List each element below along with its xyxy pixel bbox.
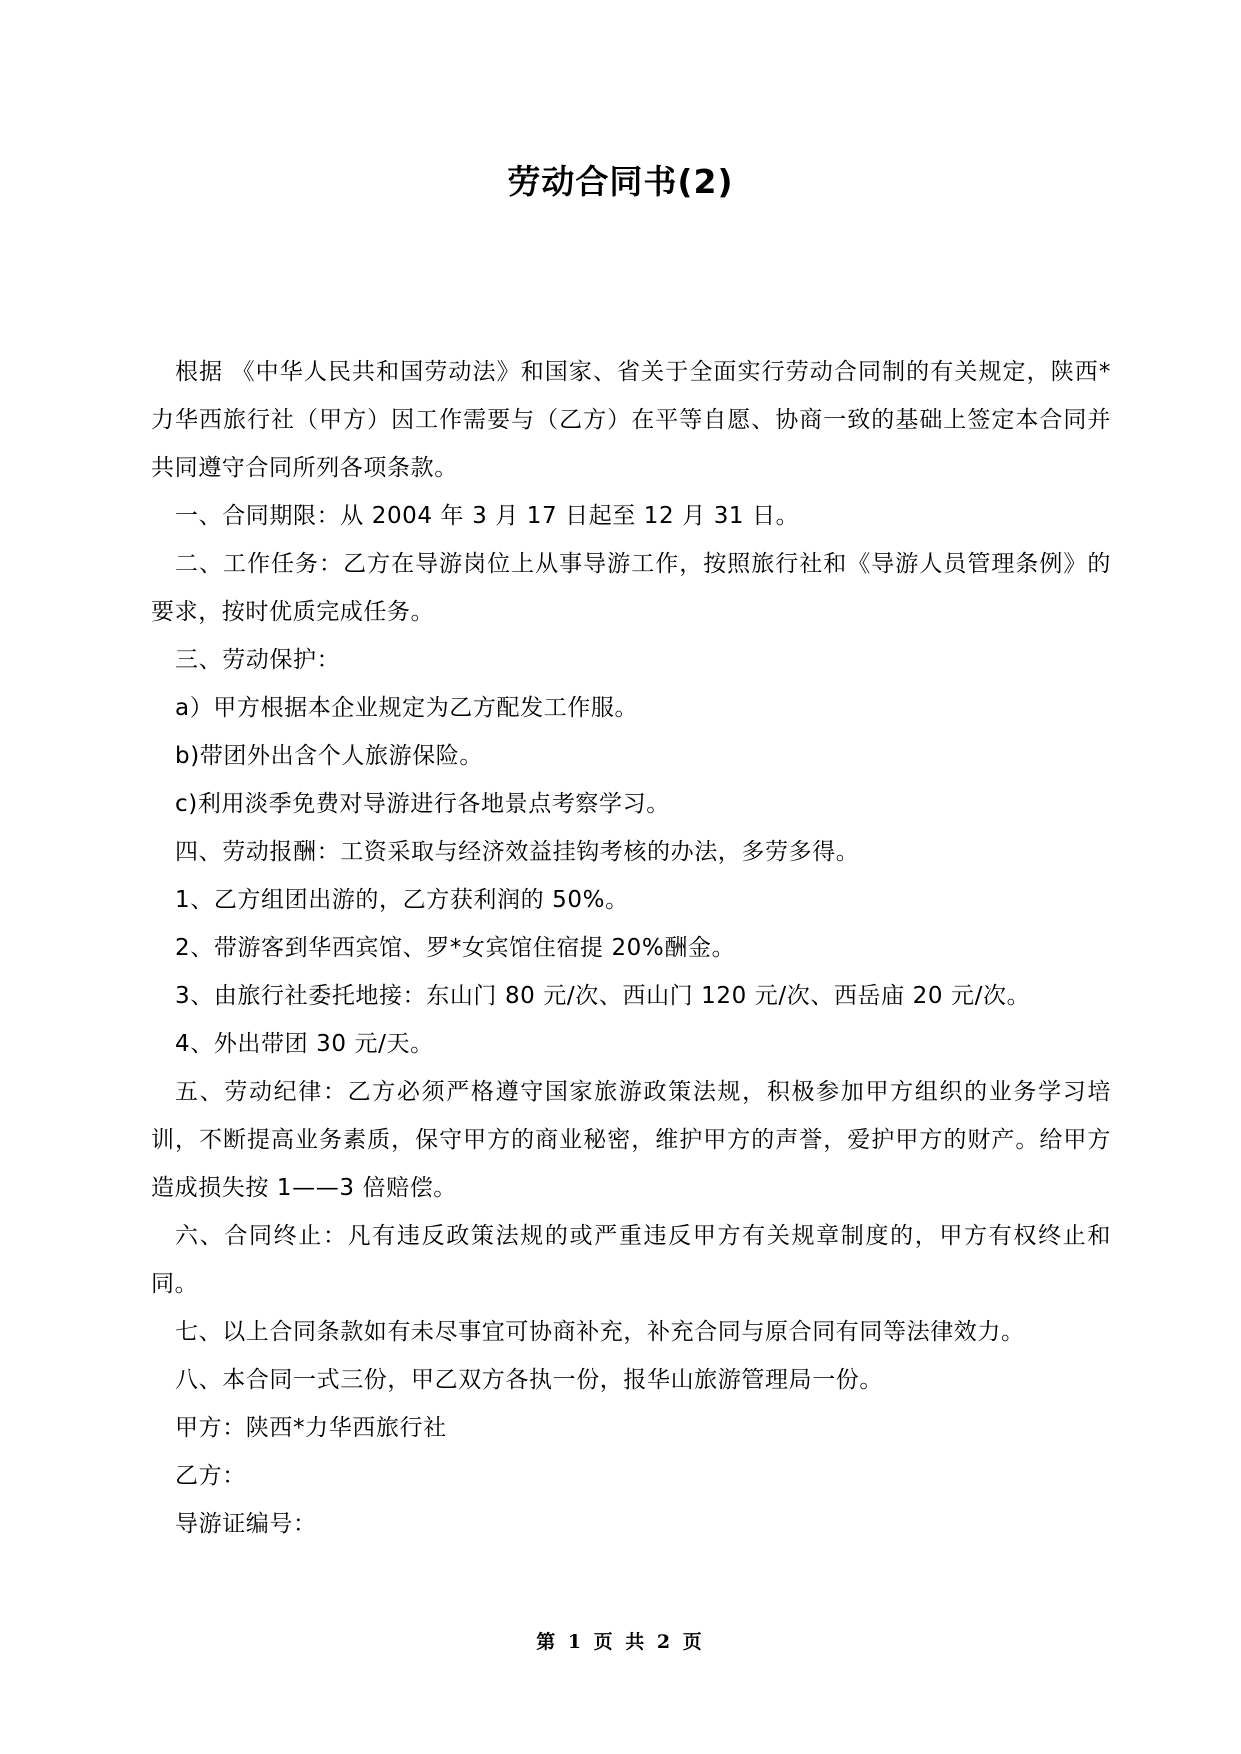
paragraph-termination: 六、合同终止：凡有违反政策法规的或严重违反甲方有关规章制度的，甲方有权终止和同。: [151, 1223, 1111, 1297]
paragraph-copies: 八、本合同一式三份，甲乙双方各执一份，报华山旅游管理局一份。: [175, 1367, 883, 1393]
signature-party-a: 甲方：陕西*力华西旅行社: [175, 1415, 447, 1441]
paragraph-protection-a: a）甲方根据本企业规定为乙方配发工作服。: [175, 695, 639, 721]
signature-party-b: 乙方：: [175, 1463, 246, 1489]
contract-body: [151, 348, 1111, 1548]
page-title: 劳动合同书(2): [507, 162, 734, 201]
paragraph-remuneration: 四、劳动报酬：工资采取与经济效益挂钩考核的办法，多劳多得。: [175, 839, 860, 865]
paragraph-protection-b: b)带团外出含个人旅游保险。: [175, 743, 483, 769]
paragraph-preamble: 根据 《中华人民共和国劳动法》和国家、省关于全面实行劳动合同制的有关规定，陕西*力华西旅行社（甲方）因工作需要与（乙方）在平等自愿、协商一致的基础上签定本合同并共同遵守合同所列各项条款。: [151, 359, 1111, 481]
paragraph-duties: 二、工作任务：乙方在导游岗位上从事导游工作，按照旅行社和《导游人员管理条例》的要求，按时优质完成任务。: [151, 551, 1111, 625]
paragraph-remuneration-3: 3、由旅行社委托地接：东山门 80 元/次、西山门 120 元/次、西岳庙 20 元/次。: [175, 983, 1031, 1009]
paragraph-protection-c: c)利用淡季免费对导游进行各地景点考察学习。: [175, 791, 670, 817]
page-footer: 第 1 页 共 2 页: [536, 1631, 705, 1653]
paragraph-protection: 三、劳动保护：: [175, 647, 341, 673]
paragraph-term: 一、合同期限：从 2004 年 3 月 17 日起至 12 月 31 日。: [175, 503, 800, 529]
signature-guide-id: 导游证编号：: [175, 1511, 317, 1537]
paragraph-remuneration-2: 2、带游客到华西宾馆、罗*女宾馆住宿提 20%酬金。: [175, 935, 736, 961]
paragraph-remuneration-1: 1、乙方组团出游的，乙方获利润的 50%。: [175, 887, 629, 913]
paragraph-supplement: 七、以上合同条款如有未尽事宜可协商补充，补充合同与原合同有同等法律效力。: [175, 1319, 1025, 1345]
paragraph-remuneration-4: 4、外出带团 30 元/天。: [175, 1031, 434, 1057]
paragraph-discipline: 五、劳动纪律：乙方必须严格遵守国家旅游政策法规，积极参加甲方组织的业务学习培训，不断提高业务素质，保守甲方的商业秘密，维护甲方的声誉，爱护甲方的财产。给甲方造成损失按 1——3 倍赔偿。: [151, 1079, 1111, 1201]
